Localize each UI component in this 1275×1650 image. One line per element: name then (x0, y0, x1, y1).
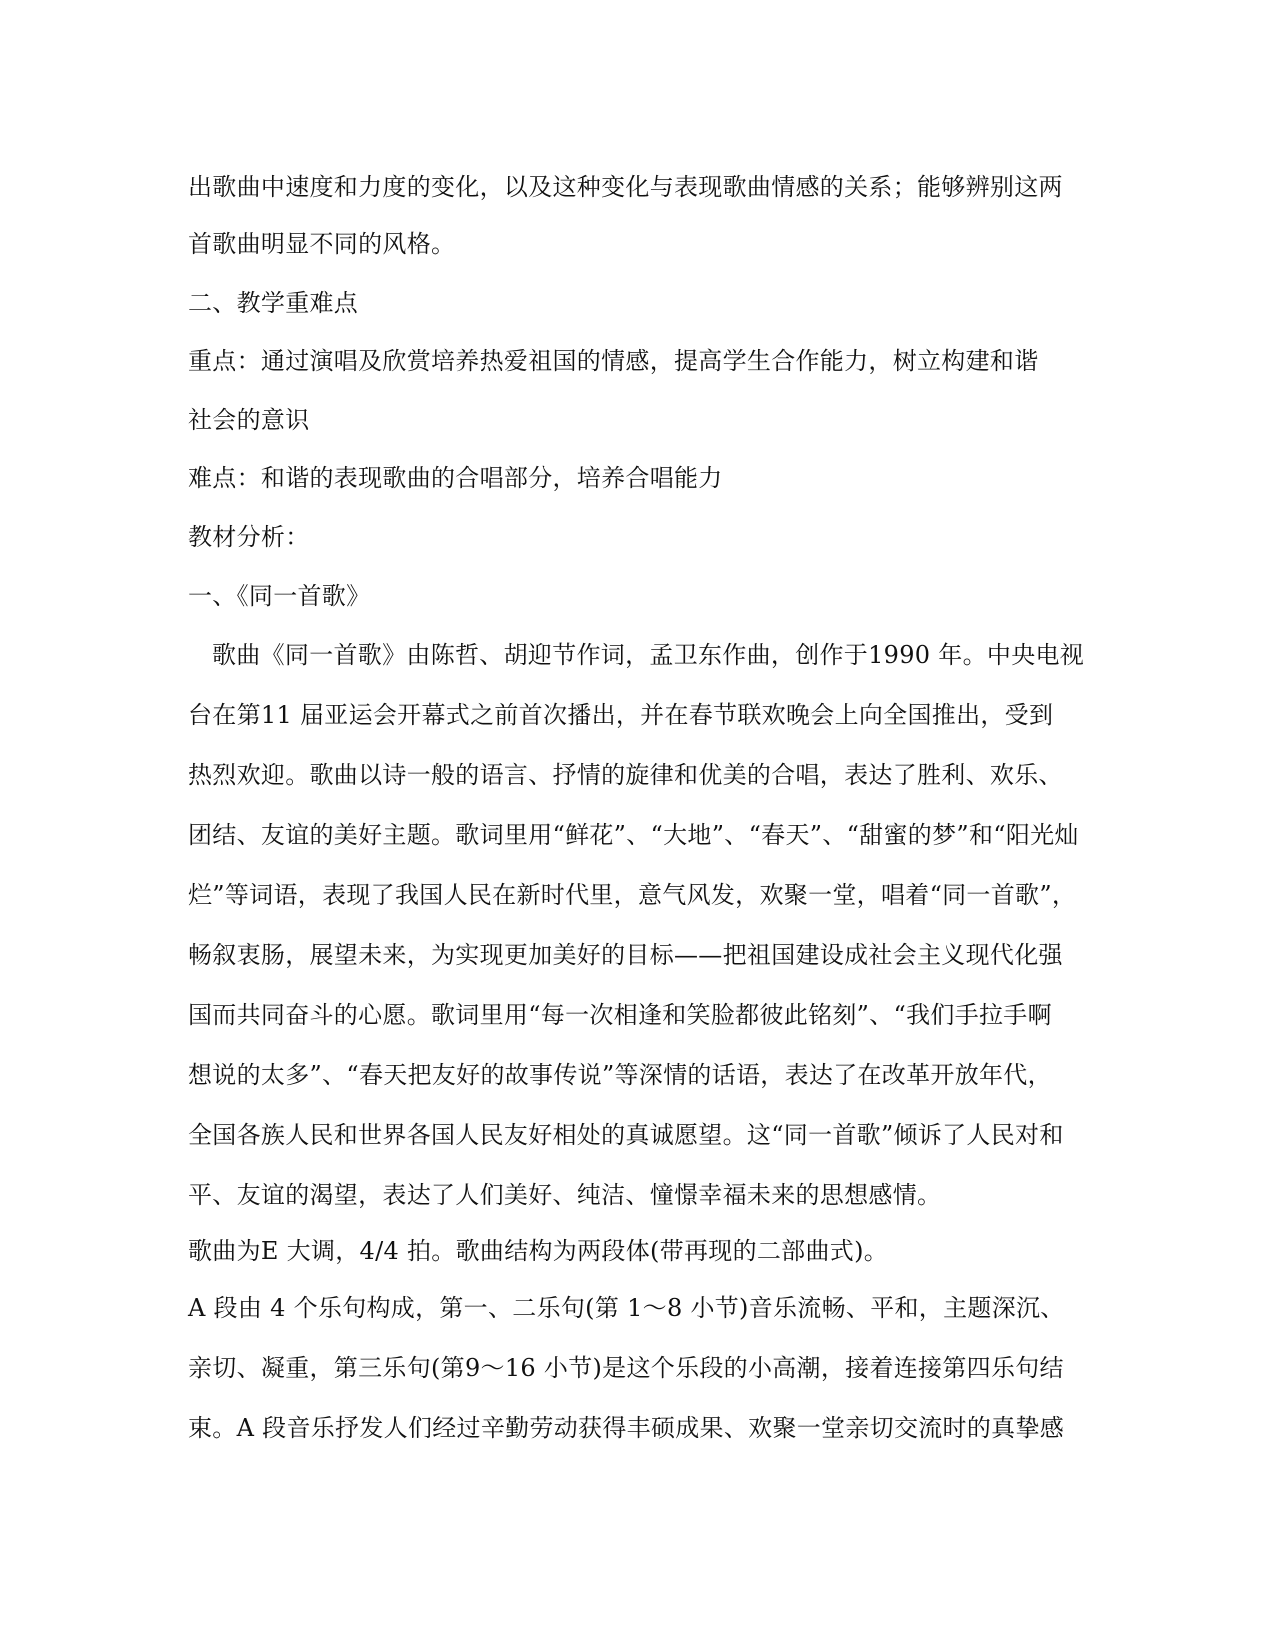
text-line: 国而共同奋斗的心愿。歌词里用“每一次相逢和笑脸都彼此铭刻”、“我们手拉手啊 (188, 1001, 1052, 1029)
text-line: 束。A 段音乐抒发人们经过辛勤劳动获得丰硕成果、欢聚一堂亲切交流时的真挚感 (188, 1414, 1065, 1442)
text-line: 首歌曲明显不同的风格。 (188, 230, 456, 258)
section-heading: 教材分析： (188, 523, 310, 551)
text-line: 重点：通过演唱及欣赏培养热爱祖国的情感，提高学生合作能力，树立构建和谐 (188, 347, 1039, 375)
text-line: 畅叙衷肠，展望未来，为实现更加美好的目标——把祖国建设成社会主义现代化强 (188, 941, 1063, 969)
text-line: 想说的太多”、“春天把友好的故事传说”等深情的话语，表达了在改革开放年代， (188, 1061, 1052, 1089)
text-line: 平、友谊的渴望，表达了人们美好、纯洁、憧憬幸福未来的思想感情。 (188, 1181, 942, 1209)
text-line: 热烈欢迎。歌曲以诗一般的语言、抒情的旋律和优美的合唱，表达了胜利、欢乐、 (188, 761, 1063, 789)
section-heading: 一、《同一首歌》 (188, 582, 371, 610)
text-line: 难点：和谐的表现歌曲的合唱部分，培养合唱能力 (188, 464, 723, 492)
text-line: 烂”等词语，表现了我国人民在新时代里，意气风发，欢聚一堂，唱着“同一首歌”， (188, 881, 1077, 909)
text-line: 出歌曲中速度和力度的变化，以及这种变化与表现歌曲情感的关系；能够辨别这两 (188, 173, 1063, 201)
text-line: 歌曲为E 大调，4/4 拍。歌曲结构为两段体(带再现的二部曲式)。 (188, 1237, 889, 1265)
text-line: A 段由 4 个乐句构成，第一、二乐句(第 1～8 小节)音乐流畅、平和，主题深沉、 (188, 1294, 1065, 1322)
text-line: 社会的意识 (188, 406, 310, 434)
text-line: 团结、友谊的美好主题。歌词里用“鲜花”、“大地”、“春天”、“甜蜜的梦”和“阳光灿 (188, 821, 1079, 849)
text-line: 全国各族人民和世界各国人民友好相处的真诚愿望。这“同一首歌”倾诉了人民对和 (188, 1121, 1064, 1149)
text-line: 台在第11 届亚运会开幕式之前首次播出，并在春节联欢晚会上向全国推出，受到 (188, 701, 1054, 729)
text-line: 亲切、凝重，第三乐句(第9～16 小节)是这个乐段的小高潮，接着连接第四乐句结 (188, 1354, 1064, 1382)
section-heading: 二、教学重难点 (188, 289, 359, 317)
text-line: 歌曲《同一首歌》由陈哲、胡迎节作词，孟卫东作曲，创作于1990 年。中央电视 (212, 641, 1085, 669)
